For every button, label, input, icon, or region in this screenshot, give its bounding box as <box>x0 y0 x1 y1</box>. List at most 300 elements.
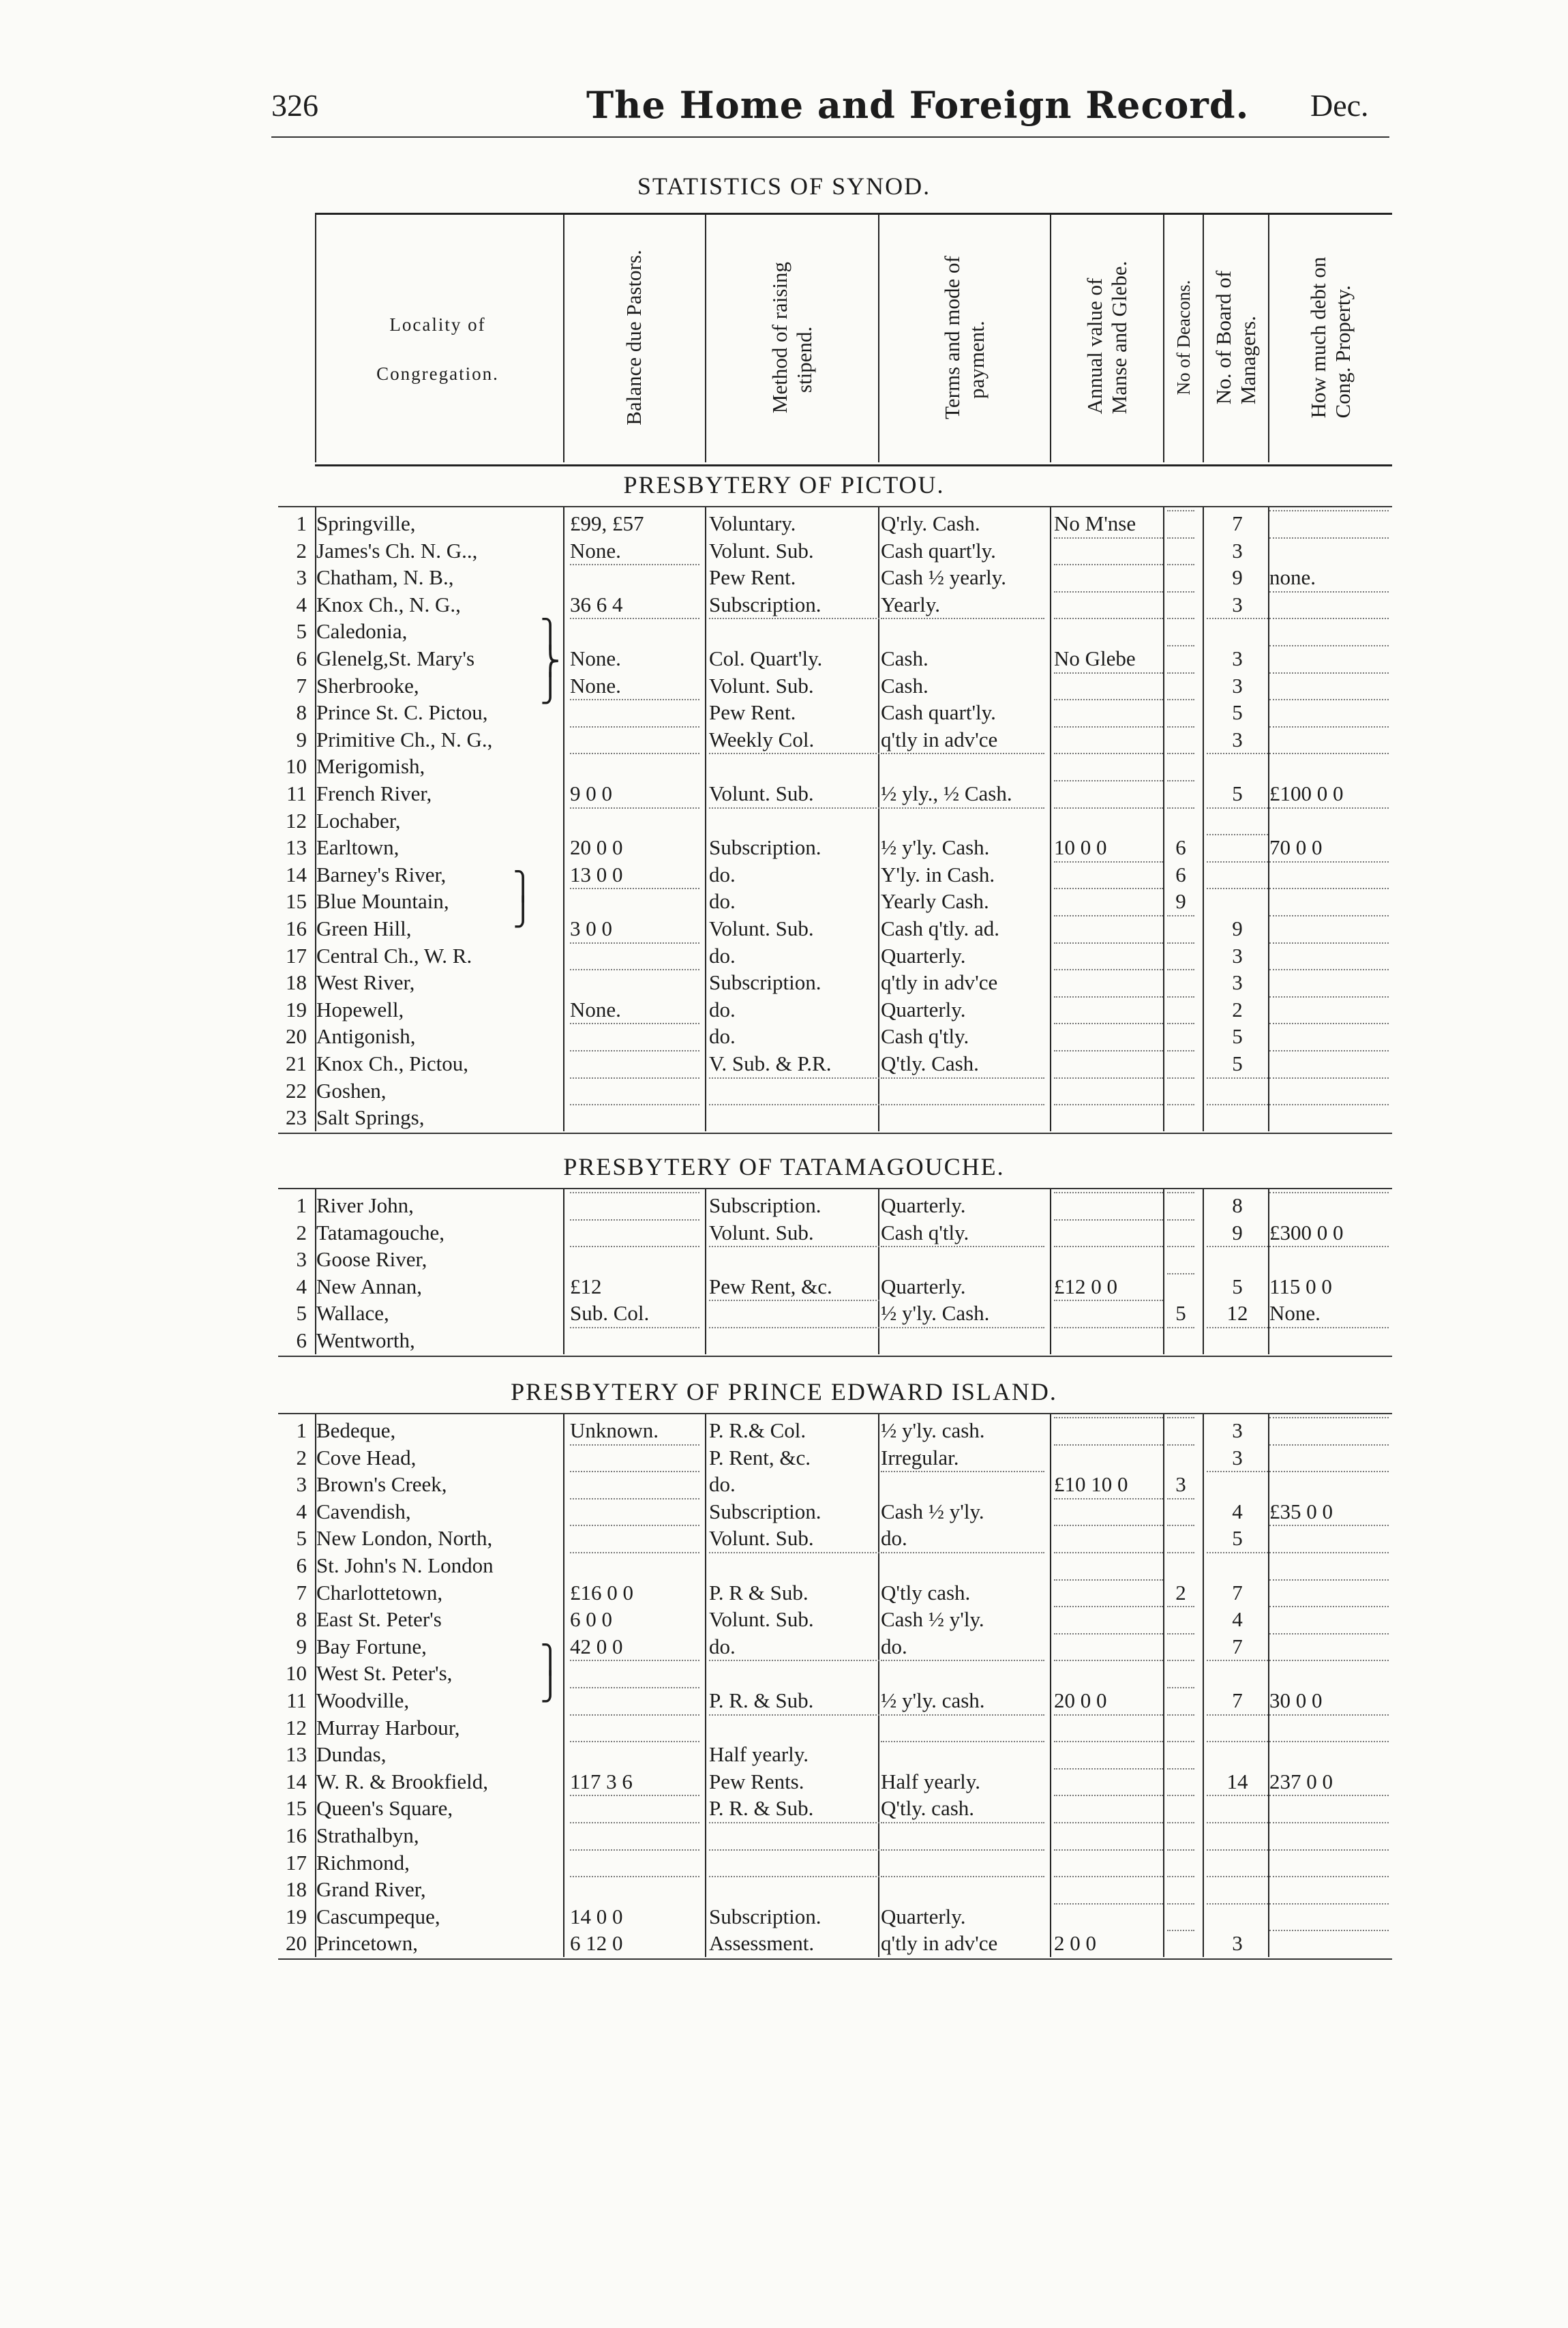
dotted-leader <box>1167 1525 1194 1526</box>
row-number: 15 <box>286 1796 307 1821</box>
congregation-name: W. R. & Brookfield, <box>316 1769 489 1793</box>
manse-value: 20 0 0 <box>1054 1688 1107 1712</box>
congregation-name: Charlottetown, <box>316 1580 443 1605</box>
column-balance-header <box>563 213 705 462</box>
dotted-leader <box>1167 942 1194 944</box>
row-number: 14 <box>286 862 307 886</box>
stipend-method: Subscription. <box>709 1193 821 1217</box>
balance-due: 20 0 0 <box>570 835 623 860</box>
congregation-name: Goshen, <box>316 1078 387 1103</box>
dotted-leader <box>1207 1660 1268 1661</box>
dotted-leader <box>1167 645 1194 646</box>
congregation-name: Lochaber, <box>316 808 401 833</box>
payment-terms: do. <box>881 1526 907 1551</box>
dotted-leader <box>1054 1606 1163 1607</box>
dotted-leader <box>1054 942 1163 944</box>
dotted-leader <box>881 1471 1044 1472</box>
dotted-leader <box>570 699 699 700</box>
dotted-leader <box>1269 1633 1389 1635</box>
congregation-name: Knox Ch., N. G., <box>316 592 461 616</box>
row-number: 10 <box>286 1661 307 1686</box>
header-separator <box>1268 213 1269 462</box>
row-number: 7 <box>296 1580 307 1605</box>
row-number: 20 <box>286 1024 307 1049</box>
dotted-leader <box>1167 780 1194 781</box>
stipend-method: P. R. & Sub. <box>709 1796 814 1821</box>
dotted-leader <box>1054 1660 1163 1661</box>
header-separator <box>315 213 316 462</box>
brace-glyph: ⎭ <box>513 897 533 927</box>
dotted-leader <box>1167 618 1194 619</box>
table-row <box>0 1930 1568 1956</box>
row-number: 13 <box>286 835 307 860</box>
row-number: 12 <box>286 808 307 833</box>
stipend-method: Pew Rents. <box>709 1769 804 1793</box>
dotted-leader <box>1167 1192 1194 1193</box>
payment-terms: Quarterly. <box>881 997 966 1021</box>
row-number: 20 <box>286 1931 307 1956</box>
congregation-name: Strathalbyn, <box>316 1823 419 1847</box>
dotted-leader <box>1207 1552 1268 1553</box>
dotted-leader <box>570 1687 699 1688</box>
dotted-leader <box>570 726 699 728</box>
table-title: STATISTICS OF SYNOD. <box>637 173 931 200</box>
stipend-method: Pew Rent. <box>709 700 796 725</box>
table-row <box>0 1300 1568 1326</box>
managers-header-line-2: Managers. <box>1236 316 1260 405</box>
managers-count: 3 <box>1232 943 1243 968</box>
congregation-name: Bay Fortune, <box>316 1634 427 1658</box>
congregation-name: James's Ch. N. G.., <box>316 538 478 563</box>
dotted-leader <box>1167 1050 1194 1051</box>
congregation-name: Goose River, <box>316 1247 427 1272</box>
dotted-leader <box>709 1714 879 1716</box>
row-number: 6 <box>296 646 307 670</box>
dotted-leader <box>1269 1714 1389 1716</box>
dotted-leader <box>1167 1876 1194 1877</box>
property-debt: £100 0 0 <box>1269 781 1344 805</box>
table-row <box>0 1471 1568 1497</box>
congregation-name: Woodville, <box>316 1688 410 1712</box>
managers-count: 5 <box>1232 1526 1243 1551</box>
dotted-leader <box>1167 510 1194 511</box>
table-row <box>0 834 1568 861</box>
dotted-leader <box>1167 1687 1194 1688</box>
manse-header-line-2: Manse and Glebe. <box>1107 260 1131 415</box>
dotted-leader <box>1207 1903 1268 1905</box>
congregation-name: Wentworth, <box>316 1328 415 1352</box>
managers-count: 9 <box>1232 1220 1243 1244</box>
dotted-leader <box>1269 915 1389 916</box>
column-terms-header <box>879 213 1050 462</box>
congregation-name: Chatham, N. B., <box>316 565 454 590</box>
dotted-leader <box>1054 1714 1163 1716</box>
dotted-leader <box>1207 888 1268 889</box>
dotted-leader <box>1207 1849 1268 1851</box>
congregation-name: Sherbrooke, <box>316 673 419 698</box>
table-row <box>0 1741 1568 1767</box>
stipend-method: do. <box>709 889 736 914</box>
dotted-leader <box>1054 1498 1163 1499</box>
row-number: 15 <box>286 889 307 914</box>
row-number: 16 <box>286 1823 307 1847</box>
dotted-leader <box>1054 1104 1163 1105</box>
dotted-leader <box>1054 618 1163 619</box>
row-number: 10 <box>286 754 307 779</box>
dotted-leader <box>1167 1104 1194 1105</box>
dotted-leader <box>1269 1741 1389 1742</box>
row-number: 23 <box>286 1105 307 1130</box>
dotted-leader <box>570 1714 699 1716</box>
balance-due: Unknown. <box>570 1418 659 1442</box>
table-row <box>0 591 1568 618</box>
stipend-method: Volunt. Sub. <box>709 673 814 698</box>
locality-header-line-2: Congregation. <box>376 363 499 384</box>
row-number: 5 <box>296 1526 307 1551</box>
brace-glyph: ⎫ <box>540 618 560 649</box>
table-row <box>0 996 1568 1023</box>
dotted-leader <box>1054 753 1163 754</box>
managers-count: 3 <box>1232 1418 1243 1442</box>
dotted-leader <box>1054 1903 1163 1905</box>
stipend-method: Volunt. Sub. <box>709 1526 814 1551</box>
property-debt: 237 0 0 <box>1269 1769 1333 1793</box>
dotted-leader <box>881 618 1044 619</box>
dotted-leader <box>570 969 699 970</box>
managers-count: 3 <box>1232 970 1243 995</box>
dotted-leader <box>570 1795 699 1796</box>
managers-count: 9 <box>1232 565 1243 590</box>
congregation-name: Prince St. C. Pictou, <box>316 700 488 725</box>
deacons-count: 6 <box>1175 862 1186 886</box>
stipend-method: Volunt. Sub. <box>709 538 814 563</box>
managers-count: 7 <box>1232 1634 1243 1658</box>
dotted-leader <box>1167 1714 1194 1716</box>
table-row <box>0 618 1568 644</box>
section-bottom-rule <box>278 1958 1392 1960</box>
dotted-leader <box>570 564 699 565</box>
dotted-leader <box>881 1327 1044 1328</box>
dotted-leader <box>881 1552 1044 1553</box>
congregation-name: Murray Harbour, <box>316 1715 460 1740</box>
dotted-leader <box>1054 672 1163 674</box>
column-locality-header <box>315 300 560 398</box>
stipend-method: Subscription. <box>709 835 821 860</box>
dotted-leader <box>1269 1050 1389 1051</box>
stipend-method: Assessment. <box>709 1931 815 1956</box>
brace-glyph: ⎭ <box>540 673 560 704</box>
dotted-leader <box>1167 1768 1194 1770</box>
dotted-leader <box>1167 1849 1194 1851</box>
congregation-name: Cavendish, <box>316 1499 411 1523</box>
congregation-name: St. John's N. London <box>316 1553 494 1577</box>
congregation-name: Tatamagouche, <box>316 1220 445 1244</box>
row-number: 4 <box>296 1274 307 1298</box>
manse-header-line-1: Annual value of <box>1083 278 1106 415</box>
congregation-name: Queen's Square, <box>316 1796 453 1821</box>
dotted-leader <box>570 1741 699 1742</box>
managers-count: 12 <box>1226 1301 1248 1326</box>
header-rule <box>271 136 1389 138</box>
month-label: Dec. <box>1310 88 1369 123</box>
dotted-leader <box>1167 1552 1194 1553</box>
balance-due: 6 0 0 <box>570 1607 612 1632</box>
payment-terms: ½ y'ly. cash. <box>881 1418 985 1442</box>
column-manse-header <box>1051 213 1163 462</box>
row-number: 22 <box>286 1078 307 1103</box>
debt-header-line-2: Cong. Property. <box>1331 285 1355 419</box>
row-number: 14 <box>286 1769 307 1793</box>
dotted-leader <box>1054 1876 1163 1877</box>
dotted-leader <box>1167 1660 1194 1661</box>
dotted-leader <box>1269 1903 1389 1905</box>
running-title: The Home and Foreign Record. <box>586 83 1250 127</box>
dotted-leader <box>1054 1525 1163 1526</box>
table-row <box>0 1579 1568 1606</box>
dotted-leader <box>881 1246 1044 1247</box>
row-number: 2 <box>296 1220 307 1244</box>
dotted-leader <box>1269 726 1389 728</box>
dotted-leader <box>1207 1246 1268 1247</box>
dotted-leader <box>1054 1327 1163 1328</box>
congregation-name: Cascumpeque, <box>316 1904 440 1928</box>
property-debt: 115 0 0 <box>1269 1274 1332 1298</box>
table-row <box>0 645 1568 672</box>
section-bottom-rule <box>278 1356 1392 1357</box>
congregation-name: Knox Ch., Pictou, <box>316 1051 469 1075</box>
dotted-leader <box>1207 861 1268 863</box>
dotted-leader <box>1054 699 1163 700</box>
congregation-name: Brown's Creek, <box>316 1472 447 1497</box>
congregation-name: Richmond, <box>316 1850 410 1875</box>
table-row <box>0 888 1568 914</box>
dotted-leader <box>1269 1795 1389 1796</box>
congregation-name: Primitive Ch., N. G., <box>316 727 493 751</box>
stipend-method: P. Rent, &c. <box>709 1445 811 1469</box>
dotted-leader <box>709 807 879 809</box>
managers-count: 5 <box>1232 781 1243 805</box>
dotted-leader <box>881 1714 1044 1716</box>
dotted-leader <box>1167 1246 1194 1247</box>
table-row <box>0 537 1568 564</box>
row-number: 1 <box>296 1418 307 1442</box>
managers-header-text <box>1211 271 1261 404</box>
row-number: 2 <box>296 538 307 563</box>
dotted-leader <box>1207 753 1268 754</box>
table-row <box>0 1660 1568 1686</box>
table-row <box>0 1687 1568 1714</box>
payment-terms: Cash q'tly. <box>881 1220 969 1244</box>
balance-due: 36 6 4 <box>570 592 623 616</box>
property-debt: none. <box>1269 565 1316 590</box>
congregation-name: Dundas, <box>316 1742 387 1767</box>
table-row <box>0 1050 1568 1077</box>
dotted-leader <box>1269 1327 1389 1328</box>
stipend-method: Volunt. Sub. <box>709 781 814 805</box>
table-row <box>0 1444 1568 1471</box>
dotted-leader <box>1269 618 1389 619</box>
payment-terms: Cash ½ y'ly. <box>881 1499 984 1523</box>
dotted-leader <box>1167 1930 1194 1931</box>
row-number: 1 <box>296 1193 307 1217</box>
balance-due: £12 <box>570 1274 602 1298</box>
payment-terms: Cash q'tly. <box>881 1024 969 1049</box>
header-separator <box>563 213 564 462</box>
dotted-leader <box>1269 753 1389 754</box>
stipend-method: Subscription. <box>709 1904 821 1928</box>
table-row <box>0 726 1568 753</box>
dotted-leader <box>570 1525 699 1526</box>
column-method-header <box>706 213 878 462</box>
dotted-leader <box>709 1246 879 1247</box>
dotted-leader <box>1054 564 1163 565</box>
congregation-name: Hopewell, <box>316 997 404 1021</box>
dotted-leader <box>1054 1849 1163 1851</box>
row-number: 16 <box>286 916 307 940</box>
dotted-leader <box>570 888 699 889</box>
dotted-leader <box>1269 888 1389 889</box>
stipend-method: do. <box>709 862 736 886</box>
payment-terms: q'tly in adv'ce <box>881 970 998 995</box>
dotted-leader <box>1054 1822 1163 1823</box>
header-separator <box>705 213 706 462</box>
balance-due: 9 0 0 <box>570 781 612 805</box>
stipend-method: do. <box>709 1024 736 1049</box>
managers-count: 5 <box>1232 1024 1243 1049</box>
managers-header-line-1: No. of Board of <box>1211 270 1235 405</box>
payment-terms: Cash ½ yearly. <box>881 565 1006 590</box>
balance-due: 13 0 0 <box>570 862 623 886</box>
table-row <box>0 1498 1568 1525</box>
method-header-line-1: Method of raising <box>768 261 791 414</box>
section-rule <box>278 506 1392 507</box>
row-number: 19 <box>286 997 307 1021</box>
dotted-leader <box>1269 1471 1389 1472</box>
deacons-count: 6 <box>1175 835 1186 860</box>
row-number: 17 <box>286 1850 307 1875</box>
payment-terms: Cash ½ y'ly. <box>881 1607 984 1632</box>
dotted-leader <box>1054 1192 1163 1193</box>
manse-value: £10 10 0 <box>1054 1472 1128 1497</box>
dotted-leader <box>570 1327 699 1328</box>
payment-terms: Q'tly. Cash. <box>881 1051 979 1075</box>
dotted-leader <box>1054 915 1163 916</box>
dotted-leader <box>1269 537 1389 539</box>
dotted-leader <box>1269 969 1389 970</box>
deacons-count: 5 <box>1175 1301 1186 1326</box>
dotted-leader <box>1054 969 1163 970</box>
row-number: 19 <box>286 1904 307 1928</box>
payment-terms: Irregular. <box>881 1445 959 1469</box>
dotted-leader <box>1167 915 1194 916</box>
dotted-leader <box>1167 564 1194 565</box>
balance-due: £16 0 0 <box>570 1580 633 1605</box>
dotted-leader <box>1269 1579 1389 1581</box>
dotted-leader <box>1269 1660 1389 1661</box>
dotted-leader <box>1167 1741 1194 1742</box>
presbytery-title: PRESBYTERY OF PICTOU. <box>623 471 945 498</box>
managers-count: 5 <box>1232 1051 1243 1075</box>
managers-count: 9 <box>1232 916 1243 940</box>
property-debt: £35 0 0 <box>1269 1499 1333 1523</box>
stipend-method: Subscription. <box>709 970 821 995</box>
section-rule <box>278 1188 1392 1189</box>
congregation-name: Grand River, <box>316 1877 426 1902</box>
dotted-leader <box>1207 1471 1268 1472</box>
dotted-leader <box>1167 1795 1194 1796</box>
dotted-leader <box>881 1741 1044 1742</box>
dotted-leader <box>1207 1077 1268 1079</box>
dotted-leader <box>1207 1327 1268 1328</box>
managers-count: 14 <box>1226 1769 1248 1793</box>
dotted-leader <box>570 1219 699 1221</box>
presbytery-title: PRESBYTERY OF PRINCE EDWARD ISLAND. <box>511 1378 1057 1405</box>
terms-header-line-2: payment. <box>965 320 989 399</box>
dotted-leader <box>709 1104 879 1105</box>
brace-glyph: ⎬ <box>540 646 560 676</box>
dotted-leader <box>570 1023 699 1024</box>
payment-terms: Quarterly. <box>881 1904 966 1928</box>
dotted-leader <box>709 1327 879 1328</box>
stipend-method: V. Sub. & P.R. <box>709 1051 832 1075</box>
congregation-name: New Annan, <box>316 1274 422 1298</box>
table-row <box>0 861 1568 888</box>
dotted-leader <box>1269 672 1389 674</box>
congregation-name: Merigomish, <box>316 754 425 779</box>
congregation-name: Glenelg,St. Mary's <box>316 646 475 670</box>
manse-value: No M'nse <box>1054 511 1136 535</box>
dotted-leader <box>1207 807 1268 809</box>
terms-header-line-1: Terms and mode of <box>940 256 964 419</box>
table-row <box>0 1246 1568 1272</box>
row-number: 3 <box>296 1247 307 1272</box>
congregation-name: Antigonish, <box>316 1024 416 1049</box>
row-number: 8 <box>296 1607 307 1632</box>
stipend-method: Col. Quart'ly. <box>709 646 823 670</box>
payment-terms: ½ y'ly. Cash. <box>881 835 990 860</box>
payment-terms: Quarterly. <box>881 1274 966 1298</box>
dotted-leader <box>1167 537 1194 539</box>
dotted-leader <box>570 1498 699 1499</box>
row-number: 4 <box>296 1499 307 1523</box>
row-number: 18 <box>286 1877 307 1902</box>
table-row <box>0 1192 1568 1219</box>
stipend-method: Volunt. Sub. <box>709 1220 814 1244</box>
dotted-leader <box>1054 1552 1163 1553</box>
header-separator <box>878 213 879 462</box>
dotted-leader <box>1269 645 1389 646</box>
dotted-leader <box>1207 618 1268 619</box>
row-number: 5 <box>296 1301 307 1326</box>
property-debt: 30 0 0 <box>1269 1688 1323 1712</box>
row-number: 3 <box>296 565 307 590</box>
table-row <box>0 1525 1568 1551</box>
row-number: 4 <box>296 592 307 616</box>
congregation-name: Barney's River, <box>316 862 447 886</box>
dotted-leader <box>570 1104 699 1105</box>
stipend-method: Volunt. Sub. <box>709 1607 814 1632</box>
table-row <box>0 1023 1568 1049</box>
brace-glyph: ⎫ <box>540 1644 560 1675</box>
dotted-leader <box>570 942 699 944</box>
dotted-leader <box>1167 1417 1194 1418</box>
stipend-method: do. <box>709 997 736 1021</box>
dotted-leader <box>881 1660 1044 1661</box>
payment-terms: do. <box>881 1634 907 1658</box>
dotted-leader <box>709 1552 879 1553</box>
managers-count: 5 <box>1232 1274 1243 1298</box>
dotted-leader <box>570 753 699 754</box>
